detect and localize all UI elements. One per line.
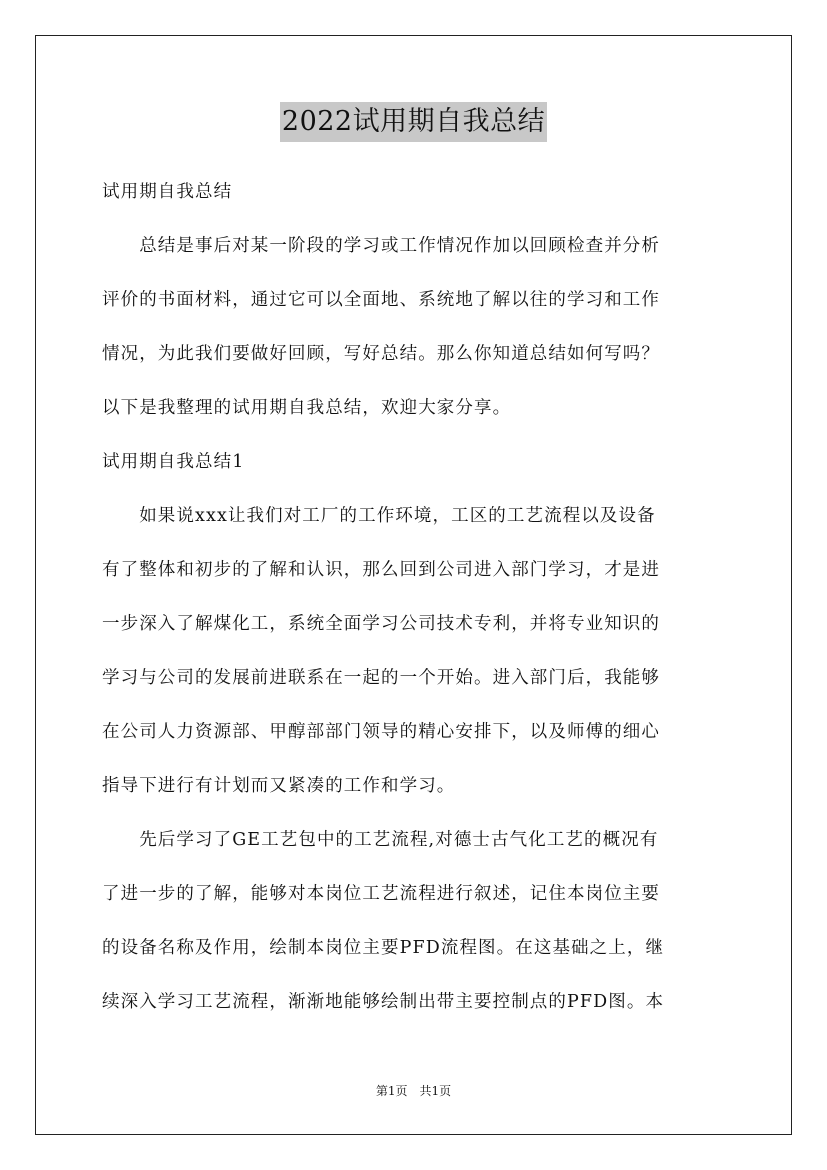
document-title: 2022试用期自我总结 bbox=[280, 102, 547, 142]
spacer bbox=[102, 478, 726, 500]
paragraph-line: 学习与公司的发展前进联系在一起的一个开始。进入部门后，我能够 bbox=[102, 668, 660, 688]
paragraph-line: 的设备名称及作用，绘制本岗位主要PFD流程图。在这基础之上，继 bbox=[102, 938, 665, 958]
title-wrap bbox=[0, 102, 827, 142]
spacer bbox=[102, 208, 726, 230]
spacer bbox=[102, 316, 726, 338]
section-heading: 试用期自我总结1 bbox=[102, 452, 245, 472]
intro-line: 评价的书面材料，通过它可以全面地、系统地了解以往的学习和工作 bbox=[102, 290, 660, 310]
spacer bbox=[102, 370, 726, 392]
spacer bbox=[102, 532, 726, 554]
intro-line: 以下是我整理的试用期自我总结，欢迎大家分享。 bbox=[102, 398, 512, 418]
intro-line: 总结是事后对某一阶段的学习或工作情况作加以回顾检查并分析 bbox=[102, 236, 660, 256]
intro-paragraph bbox=[102, 230, 726, 424]
spacer bbox=[102, 586, 726, 608]
page-number: 第1页 共1页 bbox=[375, 1084, 452, 1098]
spacer bbox=[102, 856, 726, 878]
spacer bbox=[102, 640, 726, 662]
paragraph-2 bbox=[102, 824, 726, 1018]
spacer bbox=[102, 910, 726, 932]
spacer bbox=[102, 424, 726, 446]
paragraph-line: 一步深入了解煤化工，系统全面学习公司技术专利，并将专业知识的 bbox=[102, 614, 660, 634]
paragraph-line: 在公司人力资源部、甲醇部部门领导的精心安排下，以及师傅的细心 bbox=[102, 722, 660, 742]
spacer bbox=[102, 964, 726, 986]
spacer bbox=[102, 748, 726, 770]
paragraph-line: 指导下进行有计划而又紧凑的工作和学习。 bbox=[102, 776, 456, 796]
subtitle: 试用期自我总结 bbox=[102, 182, 233, 202]
paragraph-line: 先后学习了GE工艺包中的工艺流程,对德士古气化工艺的概况有 bbox=[102, 830, 659, 850]
page-footer bbox=[0, 1083, 827, 1099]
spacer bbox=[102, 694, 726, 716]
paragraph-line: 如果说xxx让我们对工厂的工作环境，工区的工艺流程以及设备 bbox=[102, 506, 656, 526]
paragraph-line: 有了整体和初步的了解和认识，那么回到公司进入部门学习，才是进 bbox=[102, 560, 660, 580]
intro-line: 情况，为此我们要做好回顾，写好总结。那么你知道总结如何写吗？ bbox=[102, 344, 660, 364]
paragraph-line: 了进一步的了解，能够对本岗位工艺流程进行叙述，记住本岗位主要 bbox=[102, 884, 660, 904]
paragraph-1 bbox=[102, 500, 726, 802]
paragraph-line: 续深入学习工艺流程，渐渐地能够绘制出带主要控制点的PFD图。本 bbox=[102, 992, 665, 1012]
spacer bbox=[102, 802, 726, 824]
document-body bbox=[102, 176, 726, 1018]
spacer bbox=[102, 262, 726, 284]
